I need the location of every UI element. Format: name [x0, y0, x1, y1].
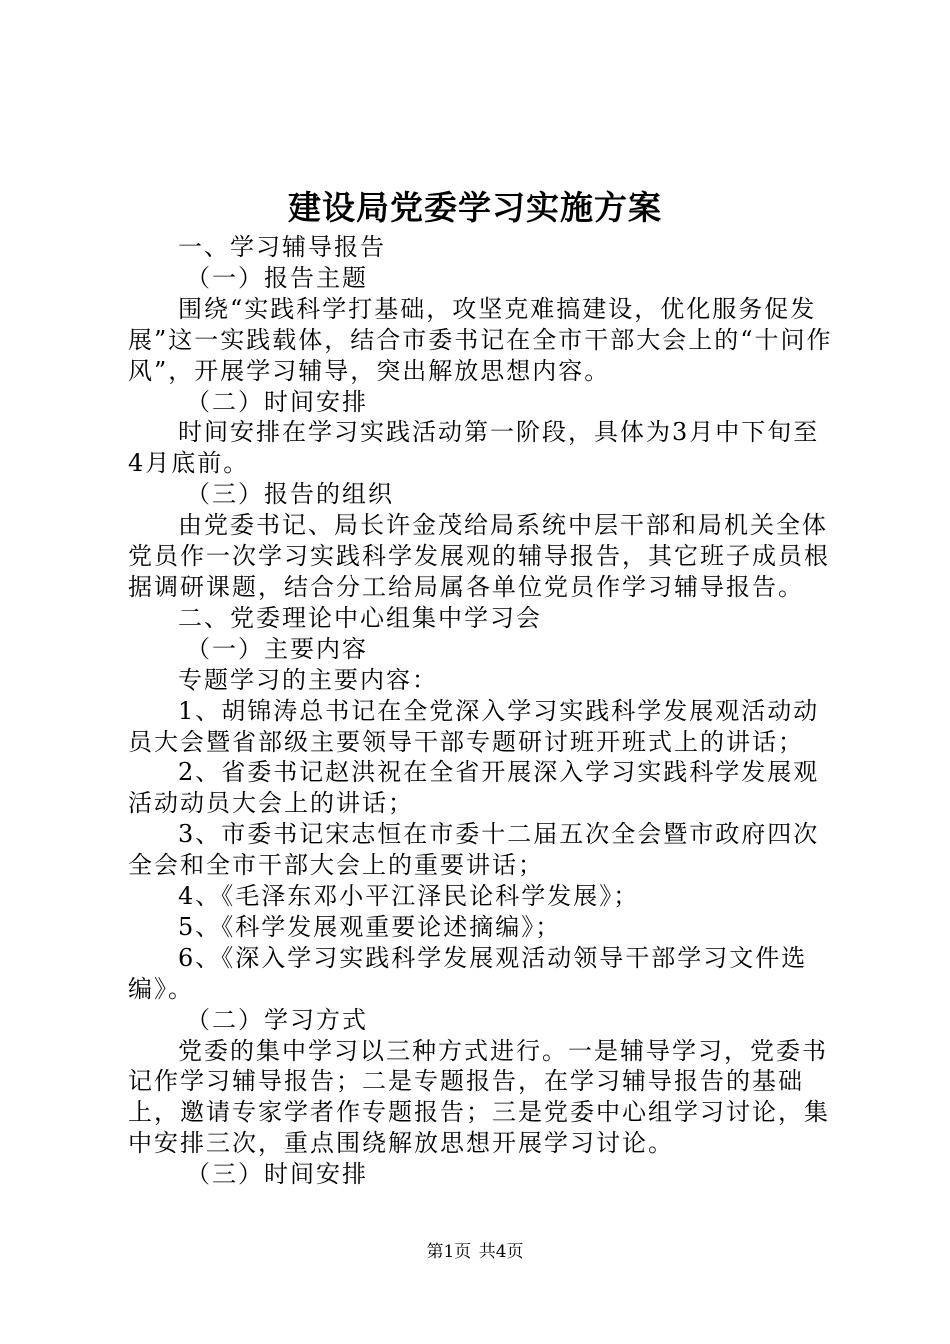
document-body: [128, 232, 833, 1190]
list-item: 4、《毛泽东邓小平江泽民论科学发展》；: [178, 882, 640, 911]
subsection-heading: （二）学习方式: [186, 1005, 368, 1034]
section-heading: 一、学习辅导报告: [178, 233, 386, 261]
list-item: 6、《深入学习实践科学发展观活动领导干部学习文件选编》。: [128, 943, 808, 1003]
list-item: 1、胡锦涛总书记在全党深入学习实践科学发展观活动动员大会暨省部级主要领导干部专题研讨班开班式上的讲话；: [128, 696, 820, 756]
body-paragraph: 专题学习的主要内容：: [178, 665, 438, 694]
document-title: 建设局党委学习实施方案: [288, 188, 662, 227]
subsection-heading: （三）报告的组织: [186, 480, 394, 509]
body-paragraph: 由党委书记、局长许金茂给局系统中层干部和局机关全体党员作一次学习实践科学发展观的辅导报告，其它班子成员根据调研课题，结合分工给局属各单位党员作学习辅导报告。: [128, 511, 830, 601]
page-total: 共4页: [478, 1242, 524, 1262]
subsection-heading: （三）时间安排: [186, 1160, 368, 1189]
list-item: 3、市委书记宋志恒在市委十二届五次全会暨市政府四次全会和全市干部大会上的重要讲话；: [128, 820, 820, 880]
body-paragraph: 围绕“实践科学打基础，攻坚克难搞建设，优化服务促发展”这一实践载体，结合市委书记在全市干部大会上的“十问作风”，开展学习辅导，突出解放思想内容。: [128, 294, 833, 385]
list-item: 5、《科学发展观重要论述摘编》；: [178, 912, 562, 941]
list-item: 2、省委书记赵洪祝在全省开展深入学习实践科学发展观活动动员大会上的讲话；: [128, 758, 820, 818]
body-paragraph: 时间安排在学习实践活动第一阶段，具体为3月中下旬至4月底前。: [128, 418, 820, 478]
body-paragraph: 党委的集中学习以三种方式进行。一是辅导学习，党委书记作学习辅导报告；二是专题报告，在学习辅导报告的基础上，邀请专家学者作专题报告；三是党委中心组学习讨论，集中安排三次，重点围绕解放思想开展学习讨论。: [128, 1036, 830, 1158]
section-heading: 二、党委理论中心组集中学习会: [178, 603, 542, 632]
page-footer: [0, 1240, 950, 1264]
subsection-heading: （一）报告主题: [186, 263, 368, 292]
page-number: 第1页: [426, 1242, 472, 1262]
subsection-heading: （一）主要内容: [186, 634, 368, 663]
subsection-heading: （二）时间安排: [186, 387, 368, 416]
